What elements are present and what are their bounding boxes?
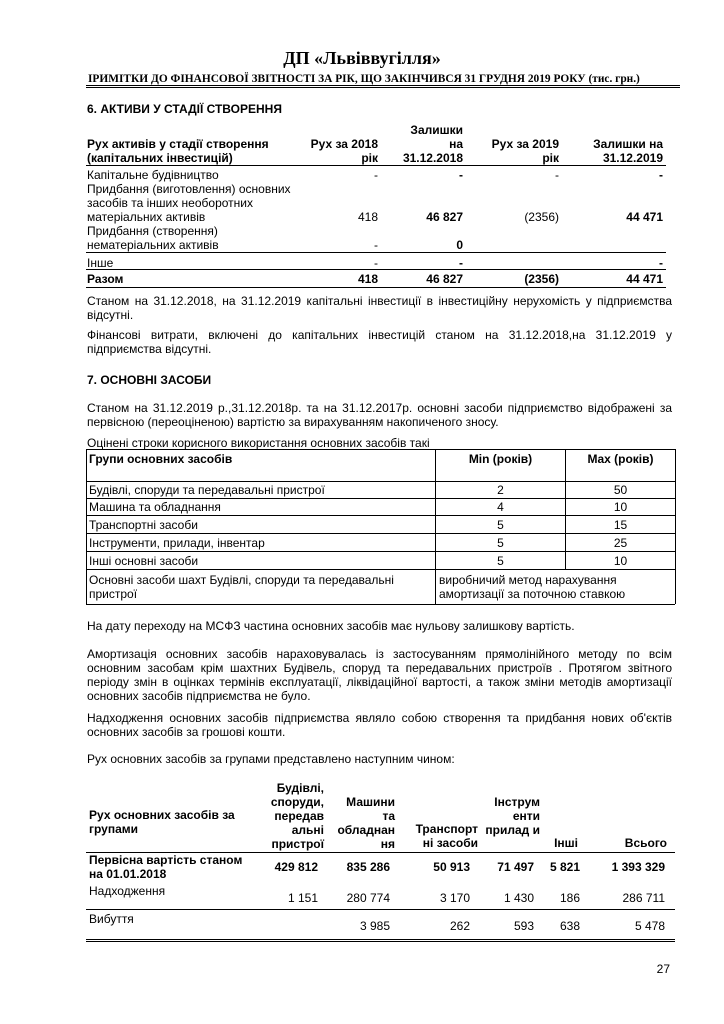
- table-total-cell: (2356): [524, 272, 559, 286]
- move-cell: 262: [449, 919, 470, 933]
- table-cell: -: [659, 256, 663, 270]
- move-header-col: Транспорт ні засоби: [415, 822, 478, 850]
- life-row-max: 10: [613, 500, 628, 514]
- table-total-cell: 46 827: [426, 272, 463, 286]
- life-row-min: 5: [497, 518, 504, 532]
- move-cell: 638: [559, 919, 580, 933]
- move-cell: 1 393 329: [611, 860, 665, 874]
- move-header-col: Інші: [554, 836, 578, 850]
- page-number: 27: [656, 962, 670, 976]
- table-border: [86, 449, 675, 450]
- table-border: [86, 481, 675, 482]
- table-border: [86, 533, 675, 534]
- table-cell: -: [459, 168, 463, 182]
- table-cell: 0: [456, 238, 463, 252]
- move-cell: 71 497: [497, 860, 534, 874]
- table-cell: -: [374, 238, 378, 252]
- col-header-move-2018: Рух за 2018 рік: [310, 137, 378, 165]
- paragraph: Фінансові витрати, включені до капітальних інвестицій станом на 31.12.2018,на 31.12.2019 у підприємства відсутні.: [87, 328, 672, 356]
- table-row-label: Придбання (виготовлення) основних засобів та інших необоротних матеріальних активів: [87, 182, 291, 224]
- company-title: ДП «Львіввугілля»: [283, 48, 441, 68]
- move-cell: 286 711: [622, 891, 665, 905]
- life-row-min: 4: [497, 500, 504, 514]
- table-cell: -: [555, 168, 559, 182]
- section-7-title: 7. ОСНОВНІ ЗАСОБИ: [87, 373, 212, 387]
- col-header-movement: Рух активів у стадії створення (капітальних інвестицій): [87, 137, 269, 165]
- move-row-label: Надходження: [89, 884, 166, 898]
- life-row-group: Транспортні засоби: [89, 518, 198, 532]
- life-row-group: Будівлі, споруди та передавальні пристрої: [89, 483, 325, 497]
- table-rule: [86, 941, 675, 942]
- move-row-label: Вибуття: [89, 912, 134, 926]
- move-cell: 280 774: [346, 891, 390, 905]
- life-row-max: 10: [613, 554, 628, 568]
- col-header-move-2019: Рух за 2019 рік: [491, 137, 559, 165]
- move-cell: 3 985: [359, 919, 390, 933]
- move-header-col: Машини та обладнан ня: [337, 795, 395, 851]
- table-row-label: Інше: [87, 256, 114, 270]
- section-6-title: 6. АКТИВИ У СТАДІЇ СТВОРЕННЯ: [87, 102, 282, 116]
- col-header-balance-2018: Залишки на 31.12.2018: [402, 123, 463, 165]
- table-rule: [86, 287, 666, 288]
- move-cell: 429 812: [274, 860, 318, 874]
- table-cell: -: [374, 168, 378, 182]
- table-border: [86, 515, 675, 516]
- report-subtitle: ІРИМІТКИ ДО ФІНАНСОВОЇ ЗВІТНОСТІ ЗА РІК, ЩО ЗАКІНЧИВСЯ 31 ГРУДНЯ 2019 РОКУ (тис. грн.): [88, 73, 640, 85]
- life-row-max: 15: [613, 518, 628, 532]
- table-cell: -: [659, 168, 663, 182]
- table-total-label: Разом: [87, 272, 124, 286]
- paragraph: Станом на 31.12.2019 р.,31.12.2018р. та на 31.12.2017р. основні засоби підприємство відображені за первісною (переоціненою) вартістю за вирахуванням накопиченого зносу.: [87, 401, 672, 429]
- table-cell: 44 471: [626, 210, 663, 224]
- move-cell: 5 478: [634, 919, 665, 933]
- header-rule: [86, 85, 680, 86]
- table-rule: [86, 252, 666, 253]
- move-cell: 593: [513, 919, 534, 933]
- table-cell: (2356): [524, 210, 559, 224]
- table-cell: 418: [357, 210, 378, 224]
- table-rule: [86, 165, 666, 166]
- life-header-group: Групи основних засобів: [89, 452, 233, 466]
- move-header-col: Будівлі, споруди, передав альні пристрої: [270, 781, 324, 851]
- useful-life-intro: Оцінені строки корисного використання основних засобів такі: [87, 436, 430, 450]
- move-cell: 50 913: [433, 860, 470, 874]
- life-row-min: 2: [497, 483, 504, 497]
- life-row-max: 50: [613, 483, 628, 497]
- move-cell: 1 151: [287, 891, 318, 905]
- life-row-min: 5: [497, 536, 504, 550]
- table-rule: [86, 939, 675, 940]
- move-row-label: Первісна вартість станом на 01.01.2018: [89, 853, 243, 881]
- life-header-min: Min (років): [468, 452, 533, 466]
- move-cell: 5 821: [549, 860, 580, 874]
- paragraph: Станом на 31.12.2018, на 31.12.2019 капітальні інвестиції в інвестиційну нерухомість у підприємства відсутні.: [87, 294, 672, 322]
- table-border: [86, 569, 675, 570]
- life-row-min: 5: [497, 554, 504, 568]
- table-border: [86, 498, 675, 499]
- life-row-method: виробничий метод нарахування амортизації за поточною ставкою: [439, 573, 626, 601]
- life-row-group: Основні засоби шахт Будівлі, споруди та передавальні пристрої: [89, 573, 394, 601]
- move-header-label: Рух основних засобів за групами: [89, 808, 235, 836]
- life-row-max: 25: [613, 536, 628, 550]
- life-header-max: Max (років): [587, 452, 654, 466]
- table-border: [86, 449, 87, 604]
- table-border: [675, 449, 676, 604]
- table-border: [86, 604, 675, 605]
- paragraph: Рух основних засобів за групами представлено наступним чином:: [87, 752, 455, 766]
- life-row-group: Машина та обладнання: [89, 500, 221, 514]
- paragraph: На дату переходу на МСФЗ частина основних засобів має нульову залишкову вартість.: [87, 619, 575, 633]
- header-rule-2: [86, 87, 680, 88]
- move-header-col: Інструм енти прилад и: [485, 795, 540, 837]
- table-rule: [86, 909, 675, 910]
- table-total-cell: 418: [357, 272, 378, 286]
- move-cell: 3 170: [439, 891, 470, 905]
- paragraph: Надходження основних засобів підприємства являло собою створення та придбання нових об'єктів основних засобів за грошові кошти.: [87, 711, 672, 739]
- move-cell: 835 286: [346, 860, 390, 874]
- life-row-group: Інші основні засоби: [89, 554, 199, 568]
- col-header-balance-2019: Залишки на 31.12.2019: [593, 137, 663, 165]
- move-cell: 186: [559, 891, 580, 905]
- paragraph: Амортизація основних засобів нараховувалась із застосуванням прямолінійного методу по всім основним засобам крім шахтних Будівель, споруд та передавальних пристроїв . Протягом звітного періоду змін в оцінках термінів експлуатації, ліквідаційної вартості, а також зміни методів амортизації основних засобів підприємства не було.: [87, 647, 672, 703]
- table-border: [86, 551, 675, 552]
- move-header-col: Всього: [624, 836, 667, 850]
- table-rule: [86, 269, 666, 270]
- table-row-label: Капітальне будівництво: [87, 168, 219, 182]
- table-cell: -: [459, 256, 463, 270]
- table-total-cell: 44 471: [626, 272, 663, 286]
- table-cell: -: [374, 256, 378, 270]
- table-cell: 46 827: [426, 210, 463, 224]
- life-row-group: Інструменти, прилади, інвентар: [89, 536, 265, 550]
- move-cell: 1 430: [503, 891, 534, 905]
- table-row-label: Придбання (створення) нематеріальних активів: [87, 224, 219, 252]
